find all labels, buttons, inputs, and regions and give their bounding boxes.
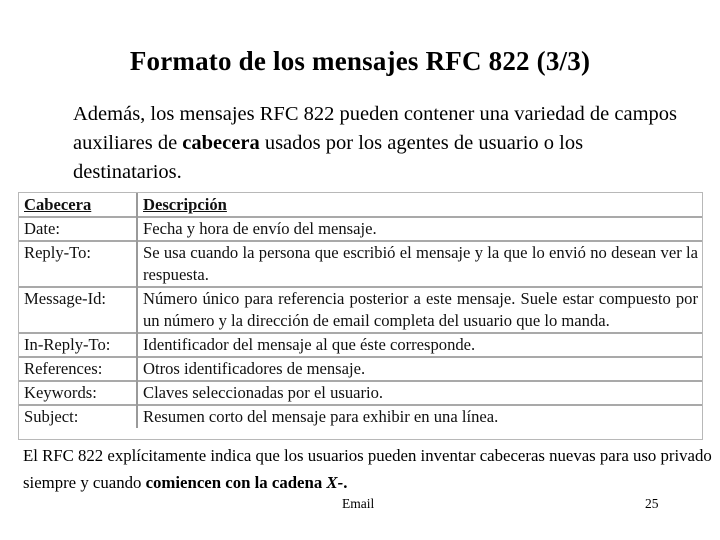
table-header-row bbox=[19, 193, 702, 217]
intro-paragraph bbox=[73, 100, 693, 187]
intro-emphasis: cabecera bbox=[182, 132, 260, 154]
table-row bbox=[19, 287, 702, 333]
intro-text: Además, los mensajes RFC 822 pueden contener una variedad de campos auxiliares de bbox=[73, 103, 678, 154]
closing-emphasis: comiencen con la cadena bbox=[145, 473, 327, 492]
table-row bbox=[19, 241, 702, 287]
field-description: Identificador del mensaje al que éste corresponde. bbox=[137, 333, 702, 357]
slide-title: Formato de los mensajes RFC 822 (3/3) bbox=[129, 46, 591, 76]
field-name: Keywords: bbox=[19, 381, 137, 405]
table-row bbox=[19, 217, 702, 241]
footer-label: Email bbox=[342, 496, 375, 511]
header-fields-table bbox=[18, 192, 703, 440]
intro-text-end: usados por los agentes de usuario o los destinatarios. bbox=[73, 132, 584, 183]
field-name: In-Reply-To: bbox=[19, 333, 137, 357]
field-name: Date: bbox=[19, 217, 137, 241]
table-row bbox=[19, 381, 702, 405]
field-description: Claves seleccionadas por el usuario. bbox=[137, 381, 702, 405]
closing-prefix: X- bbox=[326, 473, 344, 492]
column-header-cabecera: Cabecera bbox=[19, 193, 137, 217]
field-name: Reply-To: bbox=[19, 241, 137, 287]
field-description: Resumen corto del mensaje para exhibir en una línea. bbox=[137, 405, 702, 428]
closing-period: . bbox=[343, 473, 348, 492]
field-name: Message-Id: bbox=[19, 287, 137, 333]
table-row bbox=[19, 405, 702, 428]
closing-text: El RFC 822 explícitamente indica que los usuarios pueden inventar cabeceras nuevas para uso privado siempre y cuando bbox=[23, 446, 712, 492]
field-name: References: bbox=[19, 357, 137, 381]
table-row bbox=[19, 357, 702, 381]
field-description: Fecha y hora de envío del mensaje. bbox=[137, 217, 702, 241]
field-name: Subject: bbox=[19, 405, 137, 428]
closing-paragraph bbox=[23, 442, 713, 496]
page-number: 25 bbox=[645, 496, 659, 511]
column-header-descripcion: Descripción bbox=[143, 195, 227, 214]
field-description: Se usa cuando la persona que escribió el mensaje y la que lo envió no desean ver la respuesta. bbox=[137, 241, 702, 287]
field-description: Otros identificadores de mensaje. bbox=[137, 357, 702, 381]
field-description: Número único para referencia posterior a este mensaje. Suele estar compuesto por un número y la dirección de email completa del usuario que lo manda. bbox=[137, 287, 702, 333]
table-row bbox=[19, 333, 702, 357]
